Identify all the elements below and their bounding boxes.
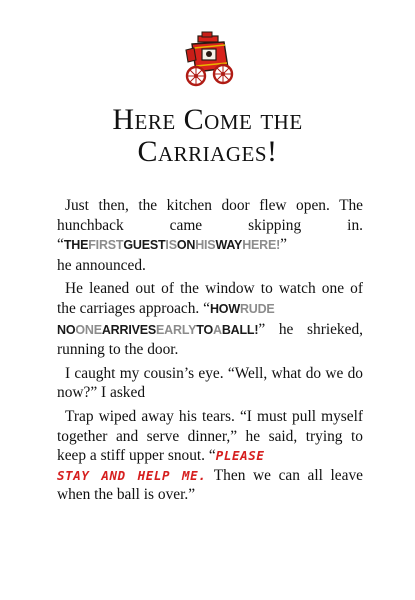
shout-word: IS (165, 238, 177, 253)
shout-word: ON (176, 238, 196, 253)
shout-word: TO (196, 322, 213, 337)
red-stagecoach-icon (178, 30, 236, 90)
paragraph-3 (57, 364, 363, 403)
shout-word: A (212, 322, 222, 337)
paragraph-2-text: He leaned out of the window to watch one of the carriages approach. (57, 280, 363, 317)
red-stagecoach-icon-graphic (178, 30, 236, 90)
chapter-title (0, 104, 415, 168)
open-quote: “ (208, 447, 216, 465)
shout-word: BALL! (221, 322, 259, 337)
open-quote: “ (203, 299, 210, 317)
shout-word: ARRIVES (101, 322, 157, 337)
paragraph-4-text: Trap wiped away his tears. “I must pull myself together and serve dinner,” he said, trying to keep a stiff upper snout. (57, 407, 363, 465)
story-text (57, 196, 363, 509)
paragraph-1-tail: he announced. (57, 256, 146, 274)
shouted-complaint-line-1 (210, 302, 275, 316)
close-quote: ” (280, 236, 287, 254)
paragraph-1 (57, 196, 363, 275)
paragraph-1-text: Just then, the kitchen door flew open. The hunchback came skipping in. (57, 197, 363, 234)
shout-word: HIS (195, 238, 216, 253)
chapter-title-line-2: Carriages! (137, 135, 278, 168)
shout-word: ONE (75, 322, 102, 337)
shout-word: HOW (209, 301, 240, 316)
paragraph-2 (57, 279, 363, 359)
shout-word: FIRST (88, 238, 124, 253)
red-plea-line-2: STAY AND HELP ME. (57, 467, 207, 483)
paragraph-4 (57, 407, 363, 505)
paragraph-4-tail: Then we can all leave when the ball is over.” (57, 466, 363, 504)
shout-word: THE (63, 238, 89, 253)
open-quote: “ (57, 236, 64, 254)
paragraph-2-tail: he shrieked, running to the door. (57, 320, 363, 359)
chapter-title-line-1: Here Come the (112, 103, 303, 136)
paragraph-3-text: I caught my cousin’s eye. “Well, what do we do now?” I asked (57, 364, 363, 402)
shout-word: NO (57, 322, 76, 337)
shout-word: WAY (215, 238, 243, 253)
shout-word: GUEST (123, 238, 166, 253)
shout-word: RUDE (239, 301, 275, 316)
close-quote: ” (258, 320, 266, 338)
shouted-complaint-line-2 (57, 323, 258, 337)
shouted-announcement (64, 238, 280, 252)
shout-word: EARLY (156, 322, 197, 337)
shout-word: HERE! (242, 238, 281, 253)
red-plea-line-1: PLEASE (215, 448, 265, 464)
